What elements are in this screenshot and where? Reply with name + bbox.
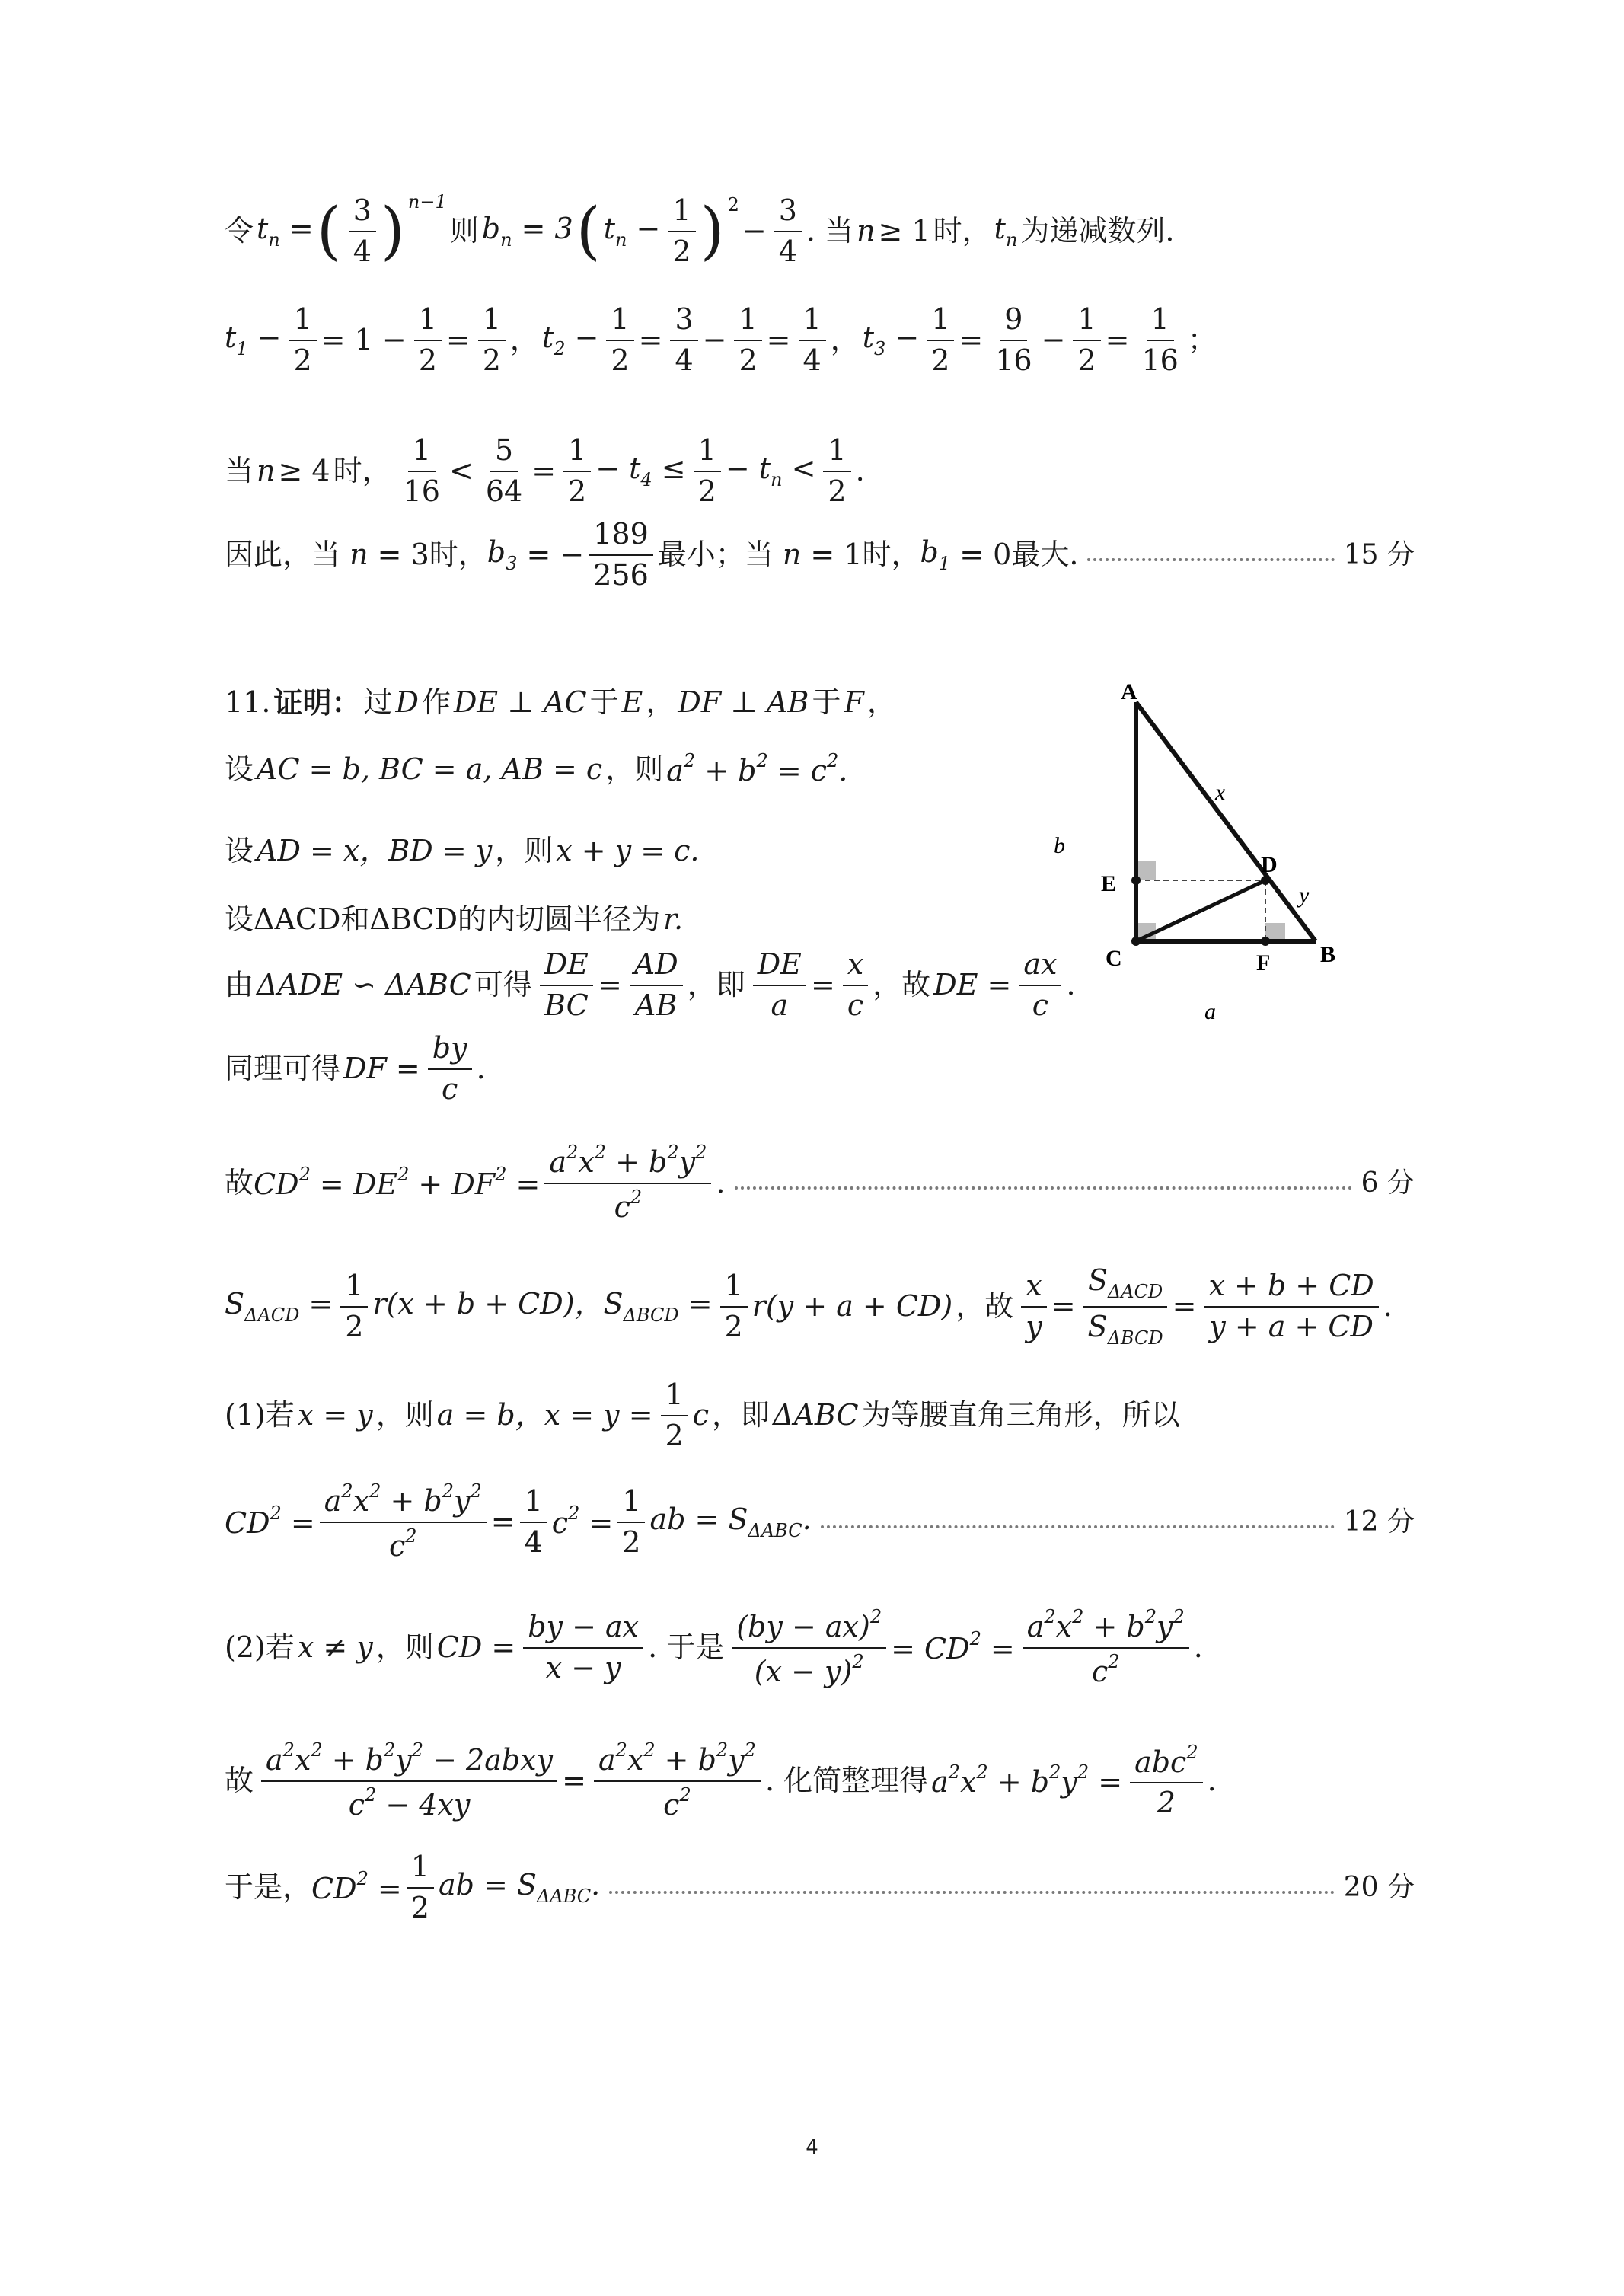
math: $\frac{9}{16}$ — [995, 302, 1032, 377]
math: F — [844, 685, 864, 719]
math: $\frac{by - ax}{x - y}$ — [523, 1611, 643, 1684]
text: 过 — [363, 685, 393, 719]
math: $\frac{abc^2}{2}$ — [1130, 1742, 1203, 1820]
math: $\frac{5}{64}$ — [485, 433, 523, 508]
line-t-def — [225, 191, 1178, 268]
math: $a^2x^2 + b^2y^2$ = — [931, 1761, 1123, 1799]
math: . — [1066, 967, 1076, 1001]
math: $\frac{189}{256}$ — [589, 518, 653, 592]
math: n — [340, 537, 369, 571]
math: x + y = c. — [556, 834, 700, 867]
math: DE = — [933, 967, 1012, 1001]
text: 时， — [933, 213, 991, 247]
text: 同理可得 — [225, 1051, 341, 1085]
line-11-final-20 — [225, 1851, 1415, 1924]
line-n-ge-4 — [225, 434, 868, 508]
text: 为等腰直角三角形，所以 — [861, 1397, 1180, 1432]
math: = — [1105, 322, 1130, 356]
text: ，则 — [375, 1630, 434, 1664]
math: = — [766, 322, 791, 356]
math: = $CD^2$ = — [891, 1628, 1015, 1666]
math: $CD^2$ = — [225, 1502, 315, 1541]
math: . — [1193, 1630, 1203, 1664]
text: 于是， — [225, 1870, 312, 1904]
math: n−1 — [407, 191, 447, 213]
line-11-simplify — [225, 1740, 1220, 1822]
math: $\frac{1}{2}$ — [414, 303, 442, 377]
line-11-case2 — [225, 1607, 1206, 1688]
math: $\frac{a^2x^2 + b^2y^2}{c^2}$ — [544, 1142, 711, 1224]
math: ) — [380, 194, 405, 267]
math: . — [716, 1165, 726, 1199]
math: $\frac{1}{2}$ — [823, 434, 850, 508]
math: x = y — [297, 1397, 373, 1432]
math: $\frac{a^2x^2 + b^2y^2 - 2abxy}{c^2 - 4xy}$ — [261, 1740, 557, 1822]
math: = — [1172, 1289, 1197, 1323]
math: $\frac{1}{2}$ — [289, 303, 316, 377]
label-d: D — [1261, 852, 1278, 877]
line-11-construct — [225, 685, 899, 720]
math: $\frac{a^2x^2 + b^2y^2}{c^2}$ — [594, 1740, 761, 1822]
math: − $t_4$ ≤ — [595, 451, 686, 490]
math: ， — [830, 322, 860, 356]
math: $\frac{1}{16}$ — [403, 433, 440, 508]
label-a: A — [1121, 679, 1137, 704]
math: ( — [576, 194, 601, 267]
math: $\frac{1}{2}$ — [1073, 303, 1100, 377]
math: − — [1041, 322, 1066, 356]
math: $t_n$ = — [257, 211, 314, 251]
math: ΔADE ∽ ΔABC — [257, 967, 471, 1001]
text: 为递减数列. — [1020, 213, 1175, 247]
line-t-values — [225, 303, 1220, 377]
text: 最小；当 — [657, 537, 774, 571]
math: $\frac{1}{2}$ — [661, 1378, 688, 1452]
label-a-lower: a — [1204, 999, 1216, 1024]
math: $\frac{AD}{AB}$ — [630, 948, 683, 1022]
text: 由 — [225, 967, 254, 1001]
math: $\frac{1}{4}$ — [520, 1485, 547, 1559]
math: $t_1$ − — [225, 320, 282, 359]
line-content — [225, 1142, 726, 1224]
leader-dots — [609, 1891, 1335, 1894]
math: = 1 − — [321, 322, 407, 356]
math: ) — [700, 194, 725, 267]
math: $\frac{1}{2}$ — [720, 1269, 748, 1343]
triangle-figure — [1035, 670, 1386, 1036]
leader-dots — [735, 1186, 1352, 1190]
math: $\frac{1}{4}$ — [799, 303, 826, 377]
math: $\frac{1}{2}$ — [407, 1851, 434, 1924]
math: $b_n = 3$ — [481, 211, 573, 251]
math: ， — [509, 322, 539, 356]
math: n — [773, 537, 802, 571]
line-conclusion-15 — [225, 518, 1415, 592]
text: 于 — [589, 685, 619, 719]
line-11-areas — [225, 1264, 1396, 1349]
math: $\frac{3}{4}$ — [349, 194, 376, 268]
math: − — [702, 322, 727, 356]
math: $\frac{S_{\Delta ACD}}{S_{\Delta BCD}}$ — [1083, 1264, 1168, 1349]
math: $t_3$ − — [862, 320, 920, 359]
math: < — [448, 453, 474, 487]
text: 时， — [333, 453, 391, 487]
text: 时， — [429, 537, 487, 571]
line-content — [225, 518, 1078, 592]
math: $\frac{x}{y}$ — [1021, 1269, 1046, 1343]
label-b: B — [1320, 942, 1336, 967]
math: $\frac{1}{2}$ — [606, 303, 633, 377]
math: $\frac{1}{2}$ — [563, 434, 591, 508]
math: E — [621, 685, 643, 719]
label-y: y — [1299, 883, 1310, 908]
math: $S_{\Delta ACD}$ = — [225, 1286, 333, 1326]
label-e: E — [1101, 871, 1117, 896]
math: = — [1051, 1289, 1076, 1323]
math: = — [531, 453, 557, 487]
math: $\frac{ax}{c}$ — [1019, 948, 1061, 1022]
line-11-xy — [225, 834, 703, 869]
text: ， — [646, 685, 675, 719]
score-label: 15 分 — [1343, 539, 1415, 571]
math: CD = — [436, 1630, 516, 1664]
line-content — [225, 1481, 812, 1563]
math: x ≠ y — [297, 1630, 373, 1664]
text: 故 — [225, 1165, 254, 1199]
math: = — [638, 322, 663, 356]
math: $\frac{DE}{BC}$ — [540, 948, 593, 1022]
math: ab = $S_{\Delta ABC}$. — [649, 1502, 812, 1541]
leader-dots — [1087, 558, 1334, 561]
text: ，即 — [687, 967, 745, 1001]
math: = − — [517, 537, 585, 571]
math: ； — [1187, 322, 1217, 356]
text: ，则 — [495, 834, 554, 867]
text: 令 — [225, 213, 254, 247]
math: r(y + a + CD) — [751, 1289, 953, 1323]
text: 设ΔACD和ΔBCD的内切圆半径为 — [225, 902, 661, 936]
math: = — [562, 1763, 586, 1797]
text: 作 — [421, 685, 451, 719]
math: DE ⊥ AC — [453, 685, 587, 719]
math: AC = b, BC = a, AB = c — [257, 752, 603, 786]
math: D — [395, 685, 419, 719]
text: 可得 — [474, 967, 532, 1001]
math: = 3 — [368, 537, 429, 571]
text: ，故 — [956, 1289, 1014, 1323]
text: . 于是 — [648, 1630, 725, 1664]
math: $b_1$ — [920, 535, 951, 574]
text: 因此，当 — [225, 537, 341, 571]
math: $\frac{1}{2}$ — [668, 194, 695, 268]
text: 则 — [449, 213, 479, 247]
math: $\frac{1}{2}$ — [340, 1269, 368, 1343]
math: = 0 — [950, 537, 1012, 571]
text: 于 — [812, 685, 841, 719]
math: AD = x，BD = y — [257, 834, 493, 867]
text: ，则 — [375, 1397, 434, 1432]
score-label: 6 分 — [1361, 1167, 1415, 1199]
side-ab — [1136, 702, 1316, 941]
line-11-case1-result-12 — [225, 1481, 1415, 1563]
text: (1)若 — [225, 1397, 295, 1432]
math: $\frac{1}{2}$ — [734, 303, 761, 377]
math: ≥ 1 — [878, 213, 930, 247]
line-11-cd2-6 — [225, 1142, 1415, 1224]
label-b-lower: b — [1054, 833, 1065, 858]
math: $c^2$ = — [551, 1502, 614, 1541]
line-11-sides — [225, 750, 850, 789]
math: n — [857, 213, 876, 247]
math: = — [959, 322, 984, 356]
point-e — [1131, 876, 1141, 885]
problem-number: 11. — [225, 685, 271, 719]
math: $a^2 + b^2 = c^2$. — [666, 750, 848, 787]
point-f — [1261, 937, 1270, 946]
math: $\frac{1}{2}$ — [694, 434, 721, 508]
leader-dots — [821, 1525, 1335, 1528]
text: . 当 — [806, 213, 854, 247]
text: (2)若 — [225, 1630, 295, 1664]
math: $\frac{x}{c}$ — [843, 948, 868, 1022]
math: = — [810, 967, 835, 1001]
math: = — [445, 322, 471, 356]
math: − $t_n$ < — [725, 451, 816, 490]
proof-label: 证明： — [273, 685, 361, 720]
math: $CD^2 = DE^2 + DF^2$ = — [254, 1164, 541, 1202]
text: 设 — [225, 752, 254, 786]
math: $\frac{3}{4}$ — [774, 194, 802, 268]
math: $\frac{1}{2}$ — [617, 1485, 645, 1559]
line-11-inradius — [225, 902, 686, 937]
page-number: 4 — [806, 2136, 818, 2159]
text: ，故 — [873, 967, 931, 1001]
math: n — [257, 453, 276, 487]
math: ΔABC — [773, 1397, 859, 1432]
line-11-case1 — [225, 1378, 1183, 1452]
math: . — [1383, 1289, 1393, 1323]
line-content — [225, 1851, 600, 1924]
math: . — [1207, 1763, 1217, 1797]
line-11-similar — [225, 948, 1079, 1022]
math: = — [597, 967, 622, 1001]
math: r(x + b + CD)，$S_{\Delta BCD}$ = — [372, 1286, 713, 1326]
math: a = b，x = y = — [436, 1397, 653, 1432]
math: c — [692, 1397, 710, 1432]
math: DF = — [343, 1051, 420, 1085]
math: = 1 — [801, 537, 863, 571]
label-x: x — [1215, 780, 1226, 805]
math: $CD^2$ = — [311, 1868, 402, 1906]
text: 当 — [225, 453, 254, 487]
math: $\frac{a^2x^2 + b^2y^2}{c^2}$ — [320, 1481, 487, 1563]
math: . — [476, 1051, 486, 1085]
math: $b_3$ — [487, 535, 518, 574]
score-label: 20 分 — [1343, 1872, 1415, 1904]
math: $\frac{3}{4}$ — [670, 303, 697, 377]
math: $\frac{by}{c}$ — [428, 1032, 472, 1106]
text: 最大. — [1011, 537, 1079, 571]
math: ≥ 4 — [278, 453, 330, 487]
math: $t_n$ — [994, 211, 1018, 251]
math: = — [490, 1504, 515, 1538]
math: . — [855, 453, 865, 487]
math: $\frac{1}{2}$ — [927, 303, 954, 377]
math: $\frac{1}{16}$ — [1141, 302, 1179, 377]
label-f: F — [1256, 950, 1271, 976]
math: $\frac{1}{2}$ — [478, 303, 506, 377]
text: ，即 — [712, 1397, 771, 1432]
score-label: 12 分 — [1343, 1506, 1415, 1538]
text: 时， — [862, 537, 920, 571]
text: 设 — [225, 834, 254, 867]
math: DF ⊥ AB — [678, 685, 809, 719]
label-c: C — [1106, 946, 1122, 971]
text: . 化简整理得 — [764, 1763, 929, 1797]
math: $\frac{a^2x^2 + b^2y^2}{c^2}$ — [1023, 1607, 1189, 1688]
math: $t_2$ − — [541, 320, 599, 359]
point-c — [1131, 937, 1141, 946]
math: ( — [316, 194, 341, 267]
text: ， — [866, 685, 896, 719]
math: − — [742, 213, 767, 247]
text: 故 — [225, 1763, 254, 1797]
math: $\frac{x + b + CD}{y + a + CD}$ — [1204, 1269, 1378, 1343]
segment-cd — [1136, 880, 1265, 941]
line-11-df — [225, 1032, 489, 1106]
math: $t_n$ − — [603, 211, 661, 251]
text: ，则 — [605, 752, 664, 786]
math: ab = $S_{\Delta ABC}$. — [438, 1867, 601, 1907]
math: 2 — [727, 194, 739, 216]
math: $\frac{DE}{a}$ — [753, 948, 806, 1022]
math: $\frac{(by - ax)^2}{(x - y)^2}$ — [732, 1607, 886, 1688]
math: r. — [663, 902, 684, 936]
